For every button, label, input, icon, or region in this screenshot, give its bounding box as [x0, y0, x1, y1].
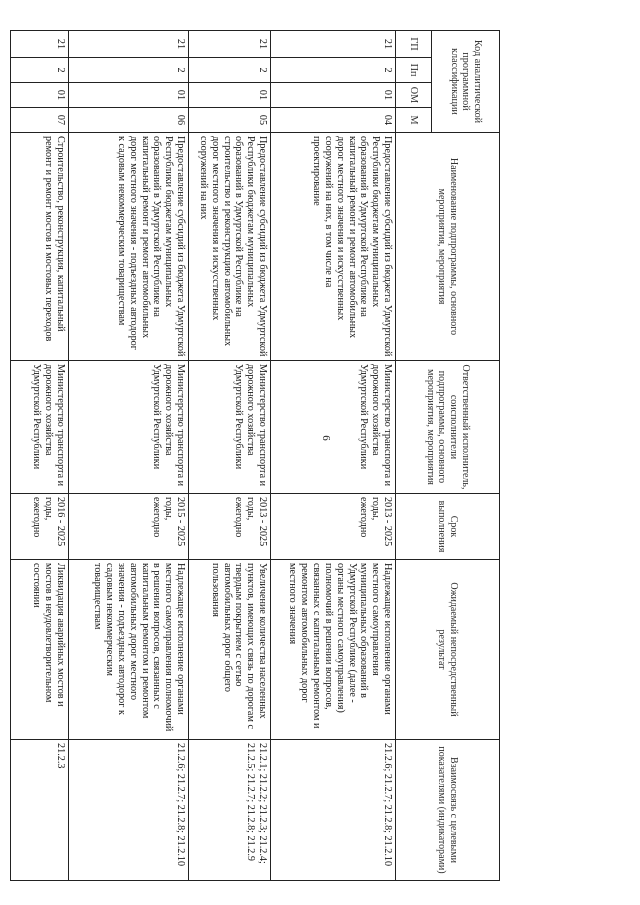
term-cell: 2013 - 2025 годы, ежегодно	[189, 494, 271, 560]
executor-header: Ответственный исполнитель, соисполнители подпрограммы, основного мероприятия, мероприятия	[396, 361, 500, 494]
m-cell: 07	[11, 108, 69, 133]
executor-cell: Министерство транспорта и дорожного хозяйства Удмуртской Республики	[271, 361, 396, 494]
result-cell: Ликвидация аварийных мостов и мостов в неудовлетворительном состоянии	[11, 560, 69, 740]
link-cell: 21.2.3	[11, 740, 69, 881]
executor-cell: Министерство транспорта и дорожного хозяйства Удмуртской Республики	[189, 361, 271, 494]
link-header: Взаимосвязь с целевыми показателями (индикаторами)	[396, 740, 500, 881]
pp-header: Пп	[396, 58, 432, 83]
om-header: ОМ	[396, 83, 432, 108]
name-cell: Предоставление субсидий из бюджета Удмуртской Республики бюджетам муниципальных образований в Удмуртской Республике на капитальный ремонт и ремонт автомобильных дорог местного значения и искусственных сооружений на них, в том числе на проектирование	[271, 133, 396, 361]
name-cell: Предоставление субсидий из бюджета Удмуртской Республики бюджетам муниципальных образований в Удмуртской Республике на капитальный ремонт и ремонт автомобильных дорог местного значения - подъездных автодорог к садовым некоммерческим товариществам	[69, 133, 189, 361]
pp-cell: 2	[189, 58, 271, 83]
table-row	[69, 31, 189, 881]
m-cell: 06	[69, 108, 189, 133]
table-row	[271, 31, 396, 881]
executor-cell: Министерство транспорта и дорожного хозяйства Удмуртской Республики	[69, 361, 189, 494]
term-cell: 2015 - 2025 годы, ежегодно	[69, 494, 189, 560]
om-cell: 01	[11, 83, 69, 108]
result-cell: Надлежащее исполнение органами местного самоуправления полномочий в решении вопросов, связанных с капитальным ремонтом и ремонтом автомобильных дорог местного значения - подъездных автодорог к садовым некоммерческим товариществам	[69, 560, 189, 740]
name-cell: Предоставление субсидий из бюджета Удмуртской Республики бюджетам муниципальных образований в Удмуртской Республике на строительство и реконструкцию автомобильных дорог местного значения и искусственных сооружений на них	[189, 133, 271, 361]
om-cell: 01	[271, 83, 396, 108]
result-cell: Надлежащее исполнение органами местного самоуправления муниципальных образований в Удмуртской Республике (далее - органы местного самоуправления) полномочий в решении вопросов, связанных с капитальным ремонтом и ремонтом автомобильных дорог местного значения	[271, 560, 396, 740]
page-number: 6	[320, 435, 332, 441]
program-table	[10, 30, 500, 881]
pp-cell: 2	[271, 58, 396, 83]
link-cell: 21.2.6; 21.2.7; 21.2.8; 21.2.10	[69, 740, 189, 881]
name-cell: Строительство, реконструкция, капитальный ремонт и ремонт мостов и мостовых переходов	[11, 133, 69, 361]
table-row	[11, 31, 69, 881]
gp-header: ГП	[396, 31, 432, 58]
gp-cell: 21	[69, 31, 189, 58]
om-cell: 01	[189, 83, 271, 108]
link-cell: 21.2.1; 21.2.2; 21.2.3; 21.2.4; 21.2.5; 21.2.7; 21.2.8; 21.2.9	[189, 740, 271, 881]
m-cell: 04	[271, 108, 396, 133]
m-header: М	[396, 108, 432, 133]
term-cell: 2016 - 2025 годы, ежегодно	[11, 494, 69, 560]
code-group-header: Код аналитической программной классификации	[432, 31, 500, 133]
result-cell: Увеличение количества населенных пунктов, имеющих связь по дорогам с твердым покрытием с сетью автомобильных дорог общего пользования	[189, 560, 271, 740]
gp-cell: 21	[189, 31, 271, 58]
term-header: Срок выполнения	[396, 494, 500, 560]
gp-cell: 21	[271, 31, 396, 58]
pp-cell: 2	[69, 58, 189, 83]
name-header: Наименование подпрограммы, основного мероприятия, мероприятия	[396, 133, 500, 361]
executor-cell: Министерство транспорта и дорожного хозяйства Удмуртской Республики	[11, 361, 69, 494]
pp-cell: 2	[11, 58, 69, 83]
m-cell: 05	[189, 108, 271, 133]
link-cell: 21.2.6; 21.2.7; 21.2.8; 21.2.10	[271, 740, 396, 881]
gp-cell: 21	[11, 31, 69, 58]
om-cell: 01	[69, 83, 189, 108]
table-row	[189, 31, 271, 881]
term-cell: 2013 - 2025 годы, ежегодно	[271, 494, 396, 560]
result-header: Ожидаемый непосредственный результат	[396, 560, 500, 740]
